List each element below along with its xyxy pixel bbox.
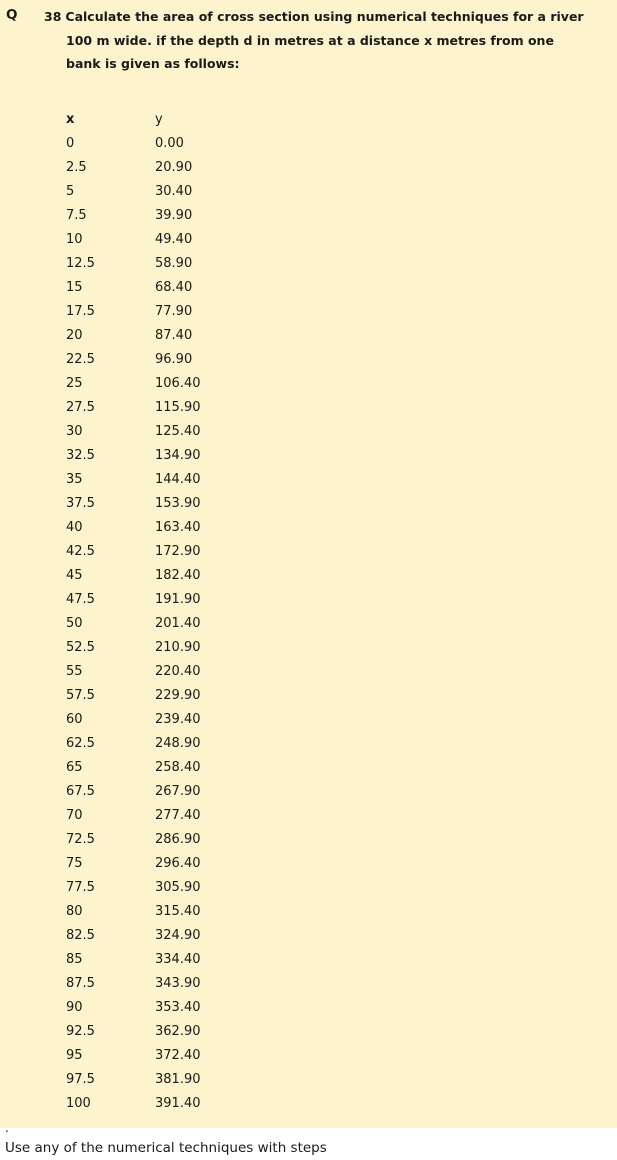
header-y: y	[155, 112, 163, 127]
table-row	[66, 420, 275, 444]
cell-x: 17.5	[66, 304, 95, 319]
table-row	[66, 252, 275, 276]
cell-x: 15	[66, 280, 83, 295]
cell-y: 362.90	[155, 1024, 201, 1039]
cell-x: 60	[66, 712, 83, 727]
cell-x: 95	[66, 1048, 83, 1063]
cell-y: 220.40	[155, 664, 201, 679]
cell-y: 239.40	[155, 712, 201, 727]
table-row	[66, 588, 275, 612]
table-row	[66, 372, 275, 396]
cell-x: 47.5	[66, 592, 95, 607]
cell-x: 97.5	[66, 1072, 95, 1087]
cell-y: 210.90	[155, 640, 201, 655]
table-row	[66, 324, 275, 348]
cell-y: 77.90	[155, 304, 193, 319]
cell-y: 353.40	[155, 1000, 201, 1015]
cell-x: 55	[66, 664, 83, 679]
cell-y: 372.40	[155, 1048, 201, 1063]
cell-x: 100	[66, 1096, 91, 1111]
cell-y: 182.40	[155, 568, 201, 583]
cell-x: 35	[66, 472, 83, 487]
table-row	[66, 732, 275, 756]
cell-x: 20	[66, 328, 83, 343]
cell-y: 258.40	[155, 760, 201, 775]
cell-x: 87.5	[66, 976, 95, 991]
dot-mark: .	[5, 1121, 9, 1135]
cell-x: 37.5	[66, 496, 95, 511]
cell-x: 72.5	[66, 832, 95, 847]
cell-x: 80	[66, 904, 83, 919]
table-row	[66, 852, 275, 876]
table-row	[66, 804, 275, 828]
table-row	[66, 876, 275, 900]
table-row	[66, 228, 275, 252]
cell-x: 82.5	[66, 928, 95, 943]
cell-y: 0.00	[155, 136, 184, 151]
table-row	[66, 348, 275, 372]
cell-x: 45	[66, 568, 83, 583]
table-row	[66, 132, 275, 156]
table-body	[66, 132, 275, 1116]
cell-x: 75	[66, 856, 83, 871]
table-row	[66, 612, 275, 636]
table-row	[66, 180, 275, 204]
question-number: 38	[44, 9, 62, 24]
table-row	[66, 900, 275, 924]
table-row	[66, 300, 275, 324]
table-row	[66, 684, 275, 708]
cell-x: 50	[66, 616, 83, 631]
cell-y: 201.40	[155, 616, 201, 631]
cell-y: 115.90	[155, 400, 201, 415]
cell-y: 163.40	[155, 520, 201, 535]
cell-y: 58.90	[155, 256, 193, 271]
cell-y: 30.40	[155, 184, 193, 199]
table-row	[66, 660, 275, 684]
table-row	[66, 636, 275, 660]
footer-note: Use any of the numerical techniques with steps	[5, 1140, 327, 1156]
cell-y: 381.90	[155, 1072, 201, 1087]
cell-x: 22.5	[66, 352, 95, 367]
cell-y: 172.90	[155, 544, 201, 559]
cell-x: 25	[66, 376, 83, 391]
cell-y: 134.90	[155, 448, 201, 463]
table-row	[66, 948, 275, 972]
header-x: x	[66, 112, 75, 127]
cell-x: 27.5	[66, 400, 95, 415]
cell-x: 85	[66, 952, 83, 967]
data-table	[66, 108, 275, 1116]
cell-y: 229.90	[155, 688, 201, 703]
table-row	[66, 204, 275, 228]
table-row	[66, 396, 275, 420]
table-row	[66, 756, 275, 780]
cell-y: 39.90	[155, 208, 193, 223]
cell-x: 52.5	[66, 640, 95, 655]
table-row	[66, 924, 275, 948]
table-header-row	[66, 108, 275, 132]
cell-x: 62.5	[66, 736, 95, 751]
cell-x: 70	[66, 808, 83, 823]
cell-y: 49.40	[155, 232, 193, 247]
cell-x: 32.5	[66, 448, 95, 463]
cell-x: 67.5	[66, 784, 95, 799]
question-text	[44, 5, 616, 76]
table-row	[66, 1020, 275, 1044]
cell-y: 296.40	[155, 856, 201, 871]
table-row	[66, 996, 275, 1020]
table-row	[66, 444, 275, 468]
cell-x: 90	[66, 1000, 83, 1015]
cell-y: 68.40	[155, 280, 193, 295]
cell-y: 267.90	[155, 784, 201, 799]
cell-y: 248.90	[155, 736, 201, 751]
table-row	[66, 1068, 275, 1092]
cell-y: 315.40	[155, 904, 201, 919]
cell-x: 2.5	[66, 160, 87, 175]
table-row	[66, 156, 275, 180]
table-row	[66, 540, 275, 564]
cell-x: 42.5	[66, 544, 95, 559]
cell-x: 30	[66, 424, 83, 439]
cell-x: 77.5	[66, 880, 95, 895]
table-row	[66, 828, 275, 852]
cell-y: 96.90	[155, 352, 193, 367]
table-row	[66, 708, 275, 732]
cell-y: 286.90	[155, 832, 201, 847]
table-row	[66, 1092, 275, 1116]
cell-x: 7.5	[66, 208, 87, 223]
cell-x: 92.5	[66, 1024, 95, 1039]
cell-x: 0	[66, 136, 75, 151]
cell-y: 125.40	[155, 424, 201, 439]
cell-x: 65	[66, 760, 83, 775]
question-line-1: Calculate the area of cross section using numerical techniques for a river	[65, 9, 584, 24]
cell-y: 334.40	[155, 952, 201, 967]
cell-y: 305.90	[155, 880, 201, 895]
cell-x: 12.5	[66, 256, 95, 271]
table-row	[66, 564, 275, 588]
cell-y: 391.40	[155, 1096, 201, 1111]
cell-y: 106.40	[155, 376, 201, 391]
table-row	[66, 468, 275, 492]
question-line-2: 100 m wide. if the depth d in metres at a distance x metres from one	[66, 32, 554, 48]
cell-y: 87.40	[155, 328, 193, 343]
cell-y: 191.90	[155, 592, 201, 607]
cell-y: 144.40	[155, 472, 201, 487]
cell-y: 20.90	[155, 160, 193, 175]
cell-x: 40	[66, 520, 83, 535]
table-row	[66, 1044, 275, 1068]
question-line-3: bank is given as follows:	[66, 56, 240, 71]
question-marker: Q	[6, 7, 18, 23]
cell-x: 57.5	[66, 688, 95, 703]
cell-y: 153.90	[155, 496, 201, 511]
table-row	[66, 492, 275, 516]
table-row	[66, 972, 275, 996]
cell-x: 5	[66, 184, 75, 199]
cell-x: 10	[66, 232, 83, 247]
cell-y: 324.90	[155, 928, 201, 943]
cell-y: 343.90	[155, 976, 201, 991]
table-row	[66, 780, 275, 804]
table-row	[66, 276, 275, 300]
table-row	[66, 516, 275, 540]
cell-y: 277.40	[155, 808, 201, 823]
